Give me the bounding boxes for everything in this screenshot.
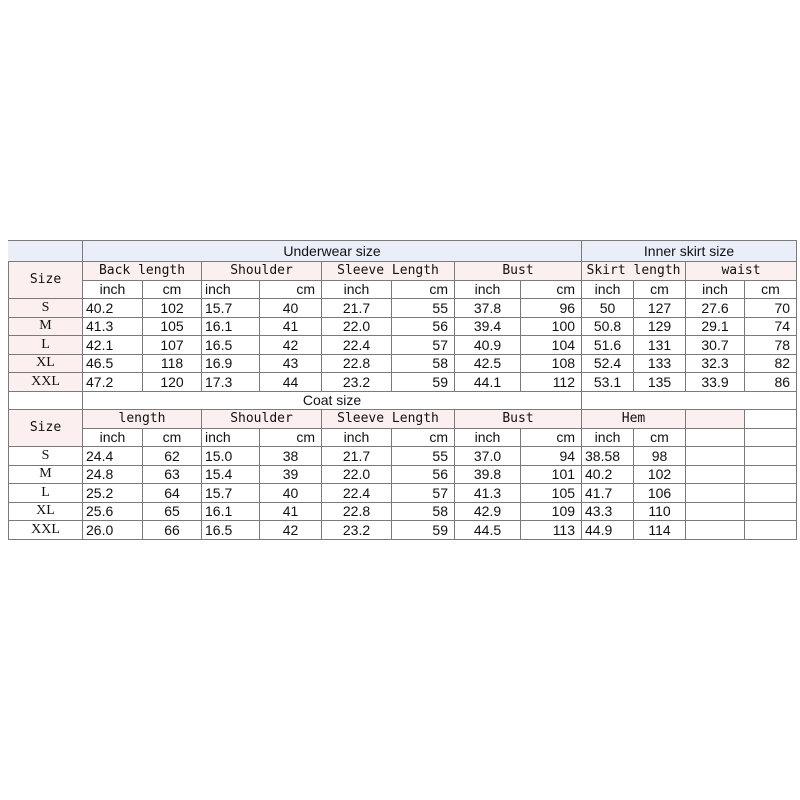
measurement-cell: 26.0 xyxy=(83,521,143,540)
measurement-cell: 22.8 xyxy=(322,354,392,373)
measurement-cell: 22.8 xyxy=(322,502,392,521)
measurement-cell: 41 xyxy=(260,502,322,521)
measurement-cell: 30.7 xyxy=(686,336,745,355)
underwear-size-label: Size xyxy=(9,262,83,299)
measurement-cell: 15.7 xyxy=(202,299,260,318)
measurement-cell: 127 xyxy=(634,299,686,318)
coat-band-row xyxy=(9,391,797,410)
measurement-cell: 133 xyxy=(634,354,686,373)
group-skirt-length: Skirt length xyxy=(582,262,686,281)
measurement-cell: 17.3 xyxy=(202,373,260,392)
measurement-cell: 37.0 xyxy=(455,447,521,466)
unit-cm: cm xyxy=(392,280,455,299)
measurement-cell: 15.7 xyxy=(202,484,260,503)
size-cell: XL xyxy=(9,354,83,373)
measurement-cell: 78 xyxy=(745,336,797,355)
measurement-cell: 16.1 xyxy=(202,502,260,521)
size-chart xyxy=(8,240,796,540)
measurement-cell: 131 xyxy=(634,336,686,355)
measurement-cell: 109 xyxy=(521,502,582,521)
measurement-cell: 129 xyxy=(634,317,686,336)
measurement-cell: 55 xyxy=(392,299,455,318)
measurement-cell: 15.4 xyxy=(202,465,260,484)
measurement-cell: 38 xyxy=(260,447,322,466)
measurement-cell: 63 xyxy=(143,465,202,484)
size-cell: M xyxy=(9,317,83,336)
measurement-cell: 44.9 xyxy=(582,521,634,540)
empty-cell xyxy=(686,410,745,429)
underwear-group-header xyxy=(9,262,797,281)
coat-group-header xyxy=(9,410,797,429)
measurement-cell: 120 xyxy=(143,373,202,392)
measurement-cell: 58 xyxy=(392,502,455,521)
measurement-cell: 58 xyxy=(392,354,455,373)
measurement-cell: 42.9 xyxy=(455,502,521,521)
measurement-cell: 40.9 xyxy=(455,336,521,355)
empty-cell xyxy=(9,241,83,262)
measurement-cell: 57 xyxy=(392,336,455,355)
measurement-cell: 44.5 xyxy=(455,521,521,540)
measurement-cell: 50.8 xyxy=(582,317,634,336)
measurement-cell: 38.58 xyxy=(582,447,634,466)
measurement-cell: 23.2 xyxy=(322,521,392,540)
measurement-cell: 114 xyxy=(634,521,686,540)
measurement-cell: 56 xyxy=(392,465,455,484)
measurement-cell: 40.2 xyxy=(582,465,634,484)
size-cell: XXL xyxy=(9,521,83,540)
empty-cell xyxy=(686,484,745,503)
measurement-cell: 22.0 xyxy=(322,465,392,484)
measurement-cell: 25.2 xyxy=(83,484,143,503)
unit-inch: inch xyxy=(202,280,260,299)
measurement-cell: 52.4 xyxy=(582,354,634,373)
measurement-cell: 42 xyxy=(260,521,322,540)
unit-inch: inch xyxy=(322,280,392,299)
measurement-cell: 42.5 xyxy=(455,354,521,373)
measurement-cell: 41.3 xyxy=(83,317,143,336)
measurement-cell: 108 xyxy=(521,354,582,373)
unit-cm: cm xyxy=(392,428,455,447)
measurement-cell: 112 xyxy=(521,373,582,392)
unit-cm: cm xyxy=(634,280,686,299)
measurement-cell: 41.3 xyxy=(455,484,521,503)
group-shoulder: Shoulder xyxy=(202,410,322,429)
empty-cell xyxy=(745,465,797,484)
underwear-unit-row xyxy=(9,280,797,299)
table-row xyxy=(9,521,797,540)
size-cell: L xyxy=(9,484,83,503)
table-row xyxy=(9,502,797,521)
unit-inch: inch xyxy=(83,428,143,447)
empty-cell xyxy=(686,521,745,540)
measurement-cell: 102 xyxy=(634,465,686,484)
group-hem: Hem xyxy=(582,410,686,429)
measurement-cell: 74 xyxy=(745,317,797,336)
group-bust: Bust xyxy=(455,410,582,429)
size-cell: XL xyxy=(9,502,83,521)
measurement-cell: 16.5 xyxy=(202,521,260,540)
measurement-cell: 105 xyxy=(143,317,202,336)
measurement-cell: 96 xyxy=(521,299,582,318)
measurement-cell: 118 xyxy=(143,354,202,373)
table-row xyxy=(9,465,797,484)
measurement-cell: 62 xyxy=(143,447,202,466)
table-row xyxy=(9,317,797,336)
empty-cell xyxy=(745,484,797,503)
coat-unit-row xyxy=(9,428,797,447)
measurement-cell: 86 xyxy=(745,373,797,392)
unit-cm: cm xyxy=(260,428,322,447)
measurement-cell: 39.8 xyxy=(455,465,521,484)
measurement-cell: 66 xyxy=(143,521,202,540)
measurement-cell: 82 xyxy=(745,354,797,373)
measurement-cell: 102 xyxy=(143,299,202,318)
measurement-cell: 47.2 xyxy=(83,373,143,392)
empty-cell xyxy=(686,465,745,484)
measurement-cell: 44 xyxy=(260,373,322,392)
measurement-cell: 16.9 xyxy=(202,354,260,373)
measurement-cell: 24.4 xyxy=(83,447,143,466)
measurement-cell: 22.4 xyxy=(322,484,392,503)
size-cell: XXL xyxy=(9,373,83,392)
group-shoulder: Shoulder xyxy=(202,262,322,281)
unit-cm: cm xyxy=(143,280,202,299)
measurement-cell: 21.7 xyxy=(322,299,392,318)
group-back-length: Back length xyxy=(83,262,202,281)
measurement-cell: 64 xyxy=(143,484,202,503)
measurement-cell: 22.4 xyxy=(322,336,392,355)
measurement-cell: 56 xyxy=(392,317,455,336)
unit-inch: inch xyxy=(686,280,745,299)
size-cell: M xyxy=(9,465,83,484)
unit-cm: cm xyxy=(634,428,686,447)
unit-inch: inch xyxy=(322,428,392,447)
measurement-cell: 44.1 xyxy=(455,373,521,392)
measurement-cell: 53.1 xyxy=(582,373,634,392)
measurement-cell: 107 xyxy=(143,336,202,355)
group-length: length xyxy=(83,410,202,429)
measurement-cell: 41.7 xyxy=(582,484,634,503)
measurement-cell: 50 xyxy=(582,299,634,318)
table-row xyxy=(9,447,797,466)
group-sleeve-length: Sleeve Length xyxy=(322,410,455,429)
empty-cell xyxy=(745,428,797,447)
measurement-cell: 25.6 xyxy=(83,502,143,521)
measurement-cell: 22.0 xyxy=(322,317,392,336)
measurement-cell: 43 xyxy=(260,354,322,373)
unit-cm: cm xyxy=(521,280,582,299)
measurement-cell: 59 xyxy=(392,521,455,540)
empty-cell xyxy=(745,410,797,429)
unit-inch: inch xyxy=(582,428,634,447)
unit-cm: cm xyxy=(521,428,582,447)
group-waist: waist xyxy=(686,262,797,281)
measurement-cell: 106 xyxy=(634,484,686,503)
empty-cell xyxy=(745,521,797,540)
size-cell: S xyxy=(9,299,83,318)
measurement-cell: 29.1 xyxy=(686,317,745,336)
measurement-cell: 135 xyxy=(634,373,686,392)
measurement-cell: 104 xyxy=(521,336,582,355)
measurement-cell: 15.0 xyxy=(202,447,260,466)
empty-cell xyxy=(686,502,745,521)
measurement-cell: 70 xyxy=(745,299,797,318)
measurement-cell: 39.4 xyxy=(455,317,521,336)
unit-inch: inch xyxy=(202,428,260,447)
underwear-title: Underwear size xyxy=(83,241,582,262)
size-cell: S xyxy=(9,447,83,466)
measurement-cell: 33.9 xyxy=(686,373,745,392)
measurement-cell: 51.6 xyxy=(582,336,634,355)
table-row xyxy=(9,484,797,503)
measurement-cell: 98 xyxy=(634,447,686,466)
measurement-cell: 55 xyxy=(392,447,455,466)
unit-inch: inch xyxy=(582,280,634,299)
measurement-cell: 101 xyxy=(521,465,582,484)
measurement-cell: 27.6 xyxy=(686,299,745,318)
table-row xyxy=(9,354,797,373)
measurement-cell: 37.8 xyxy=(455,299,521,318)
empty-cell xyxy=(686,428,745,447)
unit-inch: inch xyxy=(455,280,521,299)
measurement-cell: 100 xyxy=(521,317,582,336)
unit-cm: cm xyxy=(745,280,797,299)
unit-cm: cm xyxy=(260,280,322,299)
measurement-cell: 41 xyxy=(260,317,322,336)
empty-cell xyxy=(9,391,83,410)
measurement-cell: 43.3 xyxy=(582,502,634,521)
measurement-cell: 42 xyxy=(260,336,322,355)
empty-cell xyxy=(686,447,745,466)
measurement-cell: 21.7 xyxy=(322,447,392,466)
empty-cell xyxy=(745,502,797,521)
unit-inch: inch xyxy=(83,280,143,299)
underwear-band-row xyxy=(9,241,797,262)
measurement-cell: 32.3 xyxy=(686,354,745,373)
group-sleeve-length: Sleeve Length xyxy=(322,262,455,281)
measurement-cell: 65 xyxy=(143,502,202,521)
measurement-cell: 94 xyxy=(521,447,582,466)
measurement-cell: 24.8 xyxy=(83,465,143,484)
measurement-cell: 46.5 xyxy=(83,354,143,373)
measurement-cell: 113 xyxy=(521,521,582,540)
inner-skirt-title: Inner skirt size xyxy=(582,241,797,262)
measurement-cell: 42.1 xyxy=(83,336,143,355)
measurement-cell: 105 xyxy=(521,484,582,503)
empty-cell xyxy=(582,391,797,410)
measurement-cell: 40 xyxy=(260,484,322,503)
table-row xyxy=(9,336,797,355)
size-cell: L xyxy=(9,336,83,355)
coat-size-label: Size xyxy=(9,410,83,447)
unit-cm: cm xyxy=(143,428,202,447)
size-table xyxy=(8,240,797,540)
measurement-cell: 110 xyxy=(634,502,686,521)
measurement-cell: 40.2 xyxy=(83,299,143,318)
measurement-cell: 59 xyxy=(392,373,455,392)
coat-title: Coat size xyxy=(83,391,582,410)
group-bust: Bust xyxy=(455,262,582,281)
table-row xyxy=(9,299,797,318)
measurement-cell: 40 xyxy=(260,299,322,318)
unit-inch: inch xyxy=(455,428,521,447)
measurement-cell: 57 xyxy=(392,484,455,503)
measurement-cell: 16.5 xyxy=(202,336,260,355)
measurement-cell: 39 xyxy=(260,465,322,484)
measurement-cell: 23.2 xyxy=(322,373,392,392)
table-row xyxy=(9,373,797,392)
measurement-cell: 16.1 xyxy=(202,317,260,336)
empty-cell xyxy=(745,447,797,466)
